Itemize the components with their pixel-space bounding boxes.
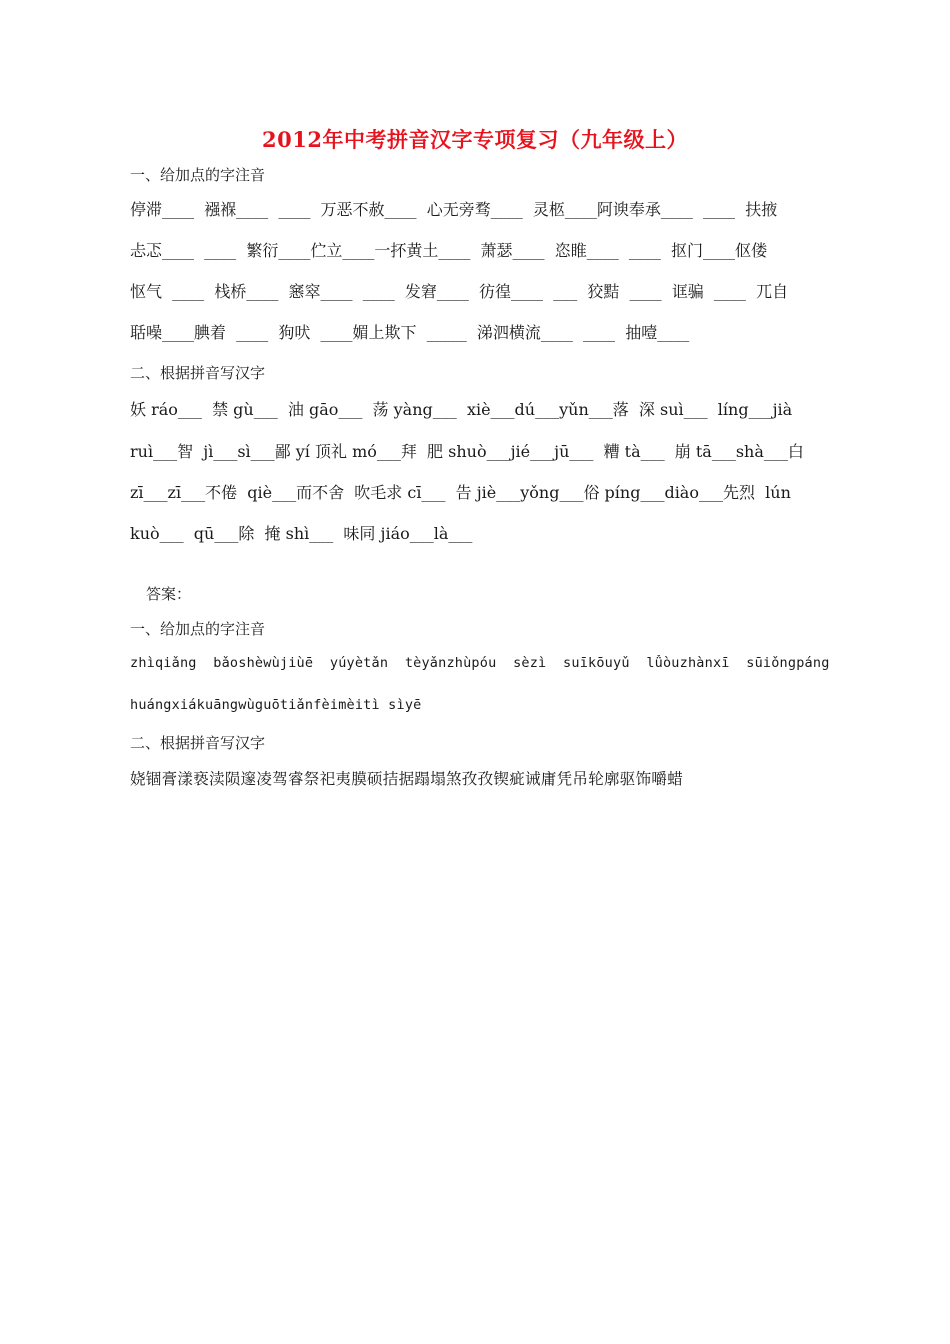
section1-line-3: 怄气 ____ 栈桥____ 窸窣____ ____ 发窘____ 彷徨____ ___ 狡黠 ____ 诓骗 ____ 兀自 (130, 282, 789, 301)
answers-section1-heading: 一、给加点的字注音 (130, 620, 266, 638)
section1-line-1: 停滞____ 襁褓____ ____ 万恶不赦____ 心无旁骛____ 灵柩____阿谀奉承____ ____ 扶掖 (130, 200, 778, 219)
section2-line-2: ruì___智 jì___sì___鄙 yí 顶礼 mó___拜 肥 shuò___jié___jū___ 糟 tà___ 崩 tā___shà___白 (130, 442, 804, 461)
answers-section2-heading: 二、根据拼音写汉字 (130, 734, 266, 752)
answers-label: 答案： (146, 585, 192, 603)
section2-line-3: zī___zī___不倦 qiè___而不舍 吹毛求 cī___ 告 jiè___yǒng___俗 píng___diào___先烈 lún (130, 483, 791, 502)
answers-pinyin-line-2: huángxiákuāngwùguōtiǎnfèimèitì sìyē (130, 697, 422, 713)
document-title: 2012年中考拼音汉字专项复习（九年级上） (262, 127, 688, 152)
section2-line-1: 妖 ráo___ 禁 gù___ 油 gāo___ 荡 yàng___ xiè___dú___yǔn___落 深 suì___ líng___jià (130, 400, 793, 419)
section2-line-4: kuò___ qū___除 掩 shì___ 味同 jiáo___là___ (130, 524, 473, 543)
section2-heading: 二、根据拼音写汉字 (130, 364, 266, 382)
answers-hanzi-line: 娆锢膏漾亵渎陨邃凌驾睿祭祀夷膜硕拮据蹋塌煞孜孜锲疵诫庸凭吊轮廓驱饰嚼蜡 (130, 770, 684, 788)
section1-line-4: 聒噪____腆着 ____ 狗吠 ____媚上欺下 _____ 涕泗横流____ ____ 抽噎____ (130, 323, 690, 342)
section1-line-2: 忐忑____ ____ 繁衍____伫立____一抔黄土____ 萧瑟____ 恣睢____ ____ 抠门____伛偻 (130, 241, 768, 260)
section1-heading: 一、给加点的字注音 (130, 166, 266, 184)
answers-pinyin-line-1: zhìqiǎng bǎoshèwùjiùē yúyètǎn tèyǎnzhùpóu sèzì suīkōuyǔ lǚòuzhànxī sūiǒngpáng (130, 655, 830, 671)
